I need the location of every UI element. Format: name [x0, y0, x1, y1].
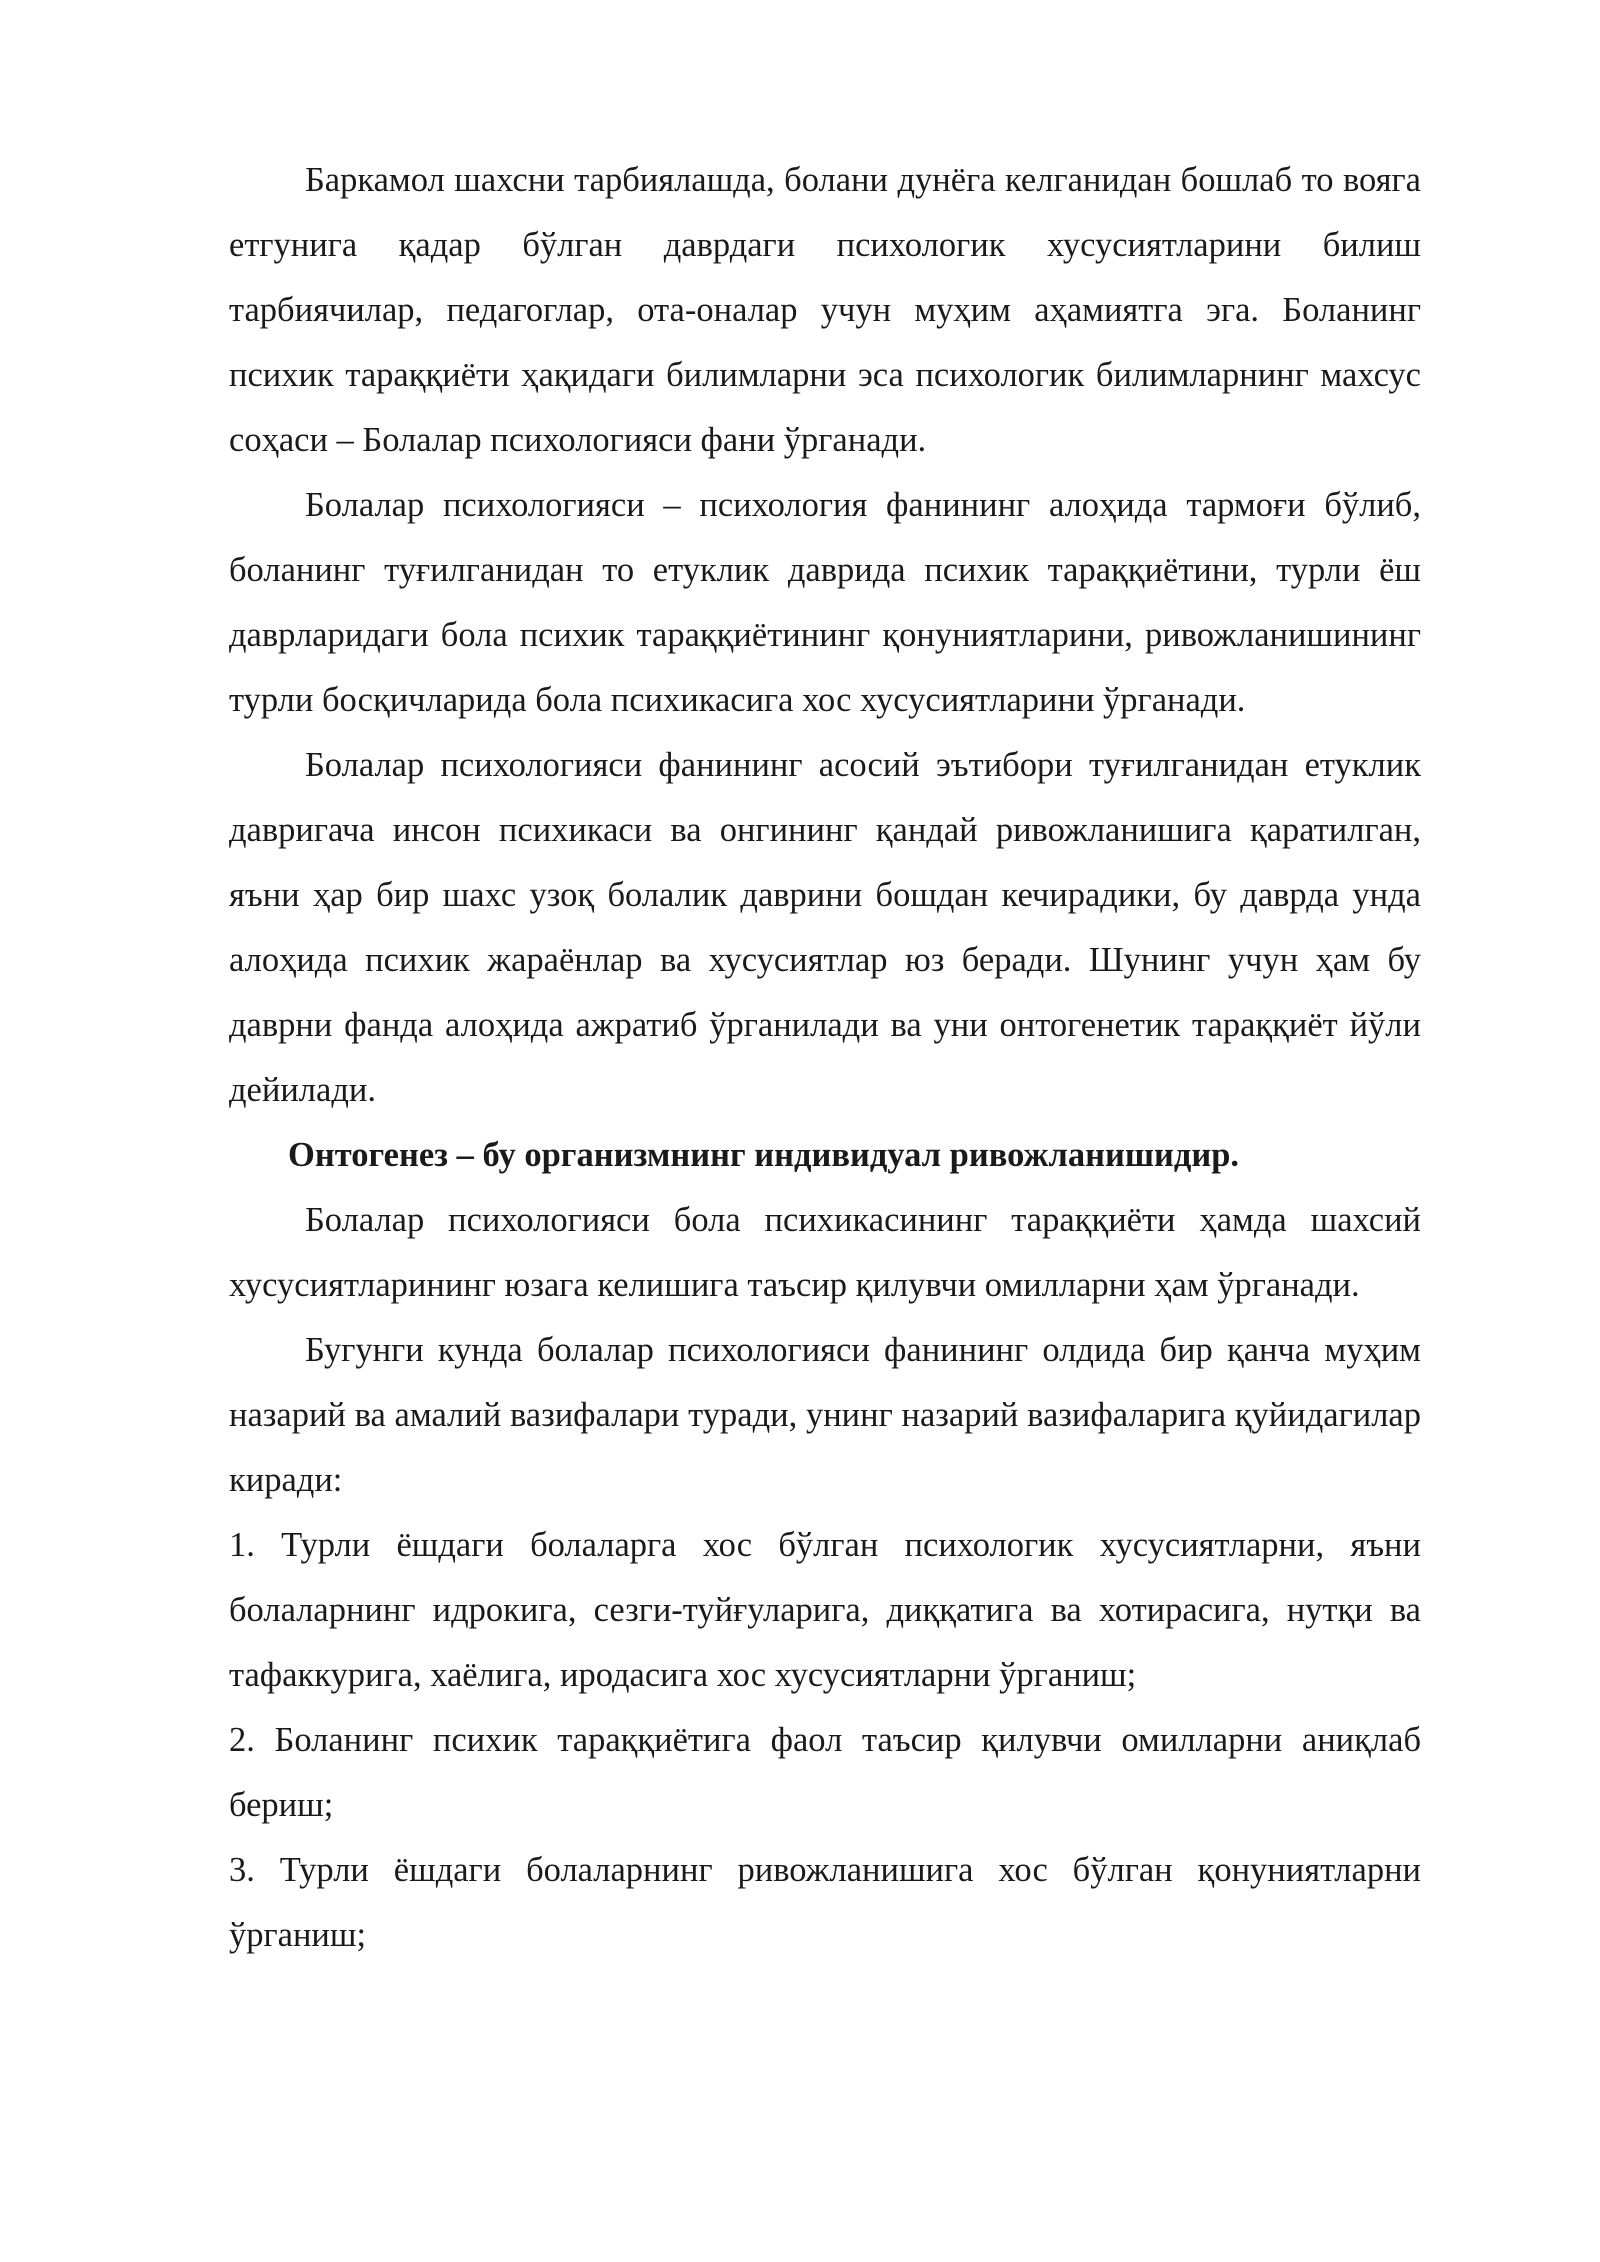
list-item: 1. Турли ёшдаги болаларга хос бўлган психологик хусусиятларни, яъни болаларнинг идрокига, сезги-туйғуларига, диққатига ва хотирасига, нутқи ва тафаккурига, хаёлига, иродасига хос хусусиятларни ўрганиш;	[229, 1526, 1421, 1694]
document-body	[229, 148, 1421, 1968]
paragraph-definition: Болалар психологияси – психология фанининг алоҳида тармоғи бўлиб, боланинг туғилганидан то етуклик даврида психик тараққиётини, турли ёш даврларидаги бола психик тараққиётининг қонуниятларини, ривожланишининг турли босқичларида бола психикасига хос хусусиятларини ўрганади.	[229, 486, 1421, 719]
list-item: 3. Турли ёшдаги болаларнинг ривожланишига хос бўлган қонуниятларни ўрганиш;	[229, 1851, 1421, 1954]
paragraph-intro: Баркамол шахсни тарбиялашда, болани дунёга келганидан бошлаб то вояга етгунига қадар бўлган даврдаги психологик хусусиятларини билиш тарбиячилар, педагоглар, ота-оналар учун муҳим аҳамиятга эга. Боланинг психик тараққиёти ҳақидаги билимларни эса психологик билимларнинг махсус соҳаси – Болалар психологияси фани ўрганади.	[229, 161, 1421, 459]
paragraph-tasks: Бугунги кунда болалар психологияси фанининг олдида бир қанча муҳим назарий ва амалий вазифалари туради, унинг назарий вазифаларига қуйидагилар киради:	[229, 1331, 1421, 1499]
paragraph-factors: Болалар психологияси бола психикасининг тараққиёти ҳамда шахсий хусусиятларининг юзага келишига таъсир қилувчи омилларни ҳам ўрганади.	[229, 1201, 1421, 1304]
bold-definition-heading: Онтогенез – бу организмнинг индивидуал ривожланишидир.	[288, 1136, 1240, 1174]
list-item: 2. Боланинг психик тараққиётига фаол таъсир қилувчи омилларни аниқлаб бериш;	[229, 1721, 1421, 1824]
paragraph-focus: Болалар психологияси фанининг асосий эътибори туғилганидан етуклик давригача инсон психикаси ва онгининг қандай ривожланишига қаратилган, яъни ҳар бир шахс узоқ болалик даврини бошдан кечирадики, бу даврда унда алоҳида психик жараёнлар ва хусусиятлар юз беради. Шунинг учун ҳам бу даврни фанда алоҳида ажратиб ўрганилади ва уни онтогенетик тараққиёт йўли дейилади.	[229, 746, 1421, 1109]
